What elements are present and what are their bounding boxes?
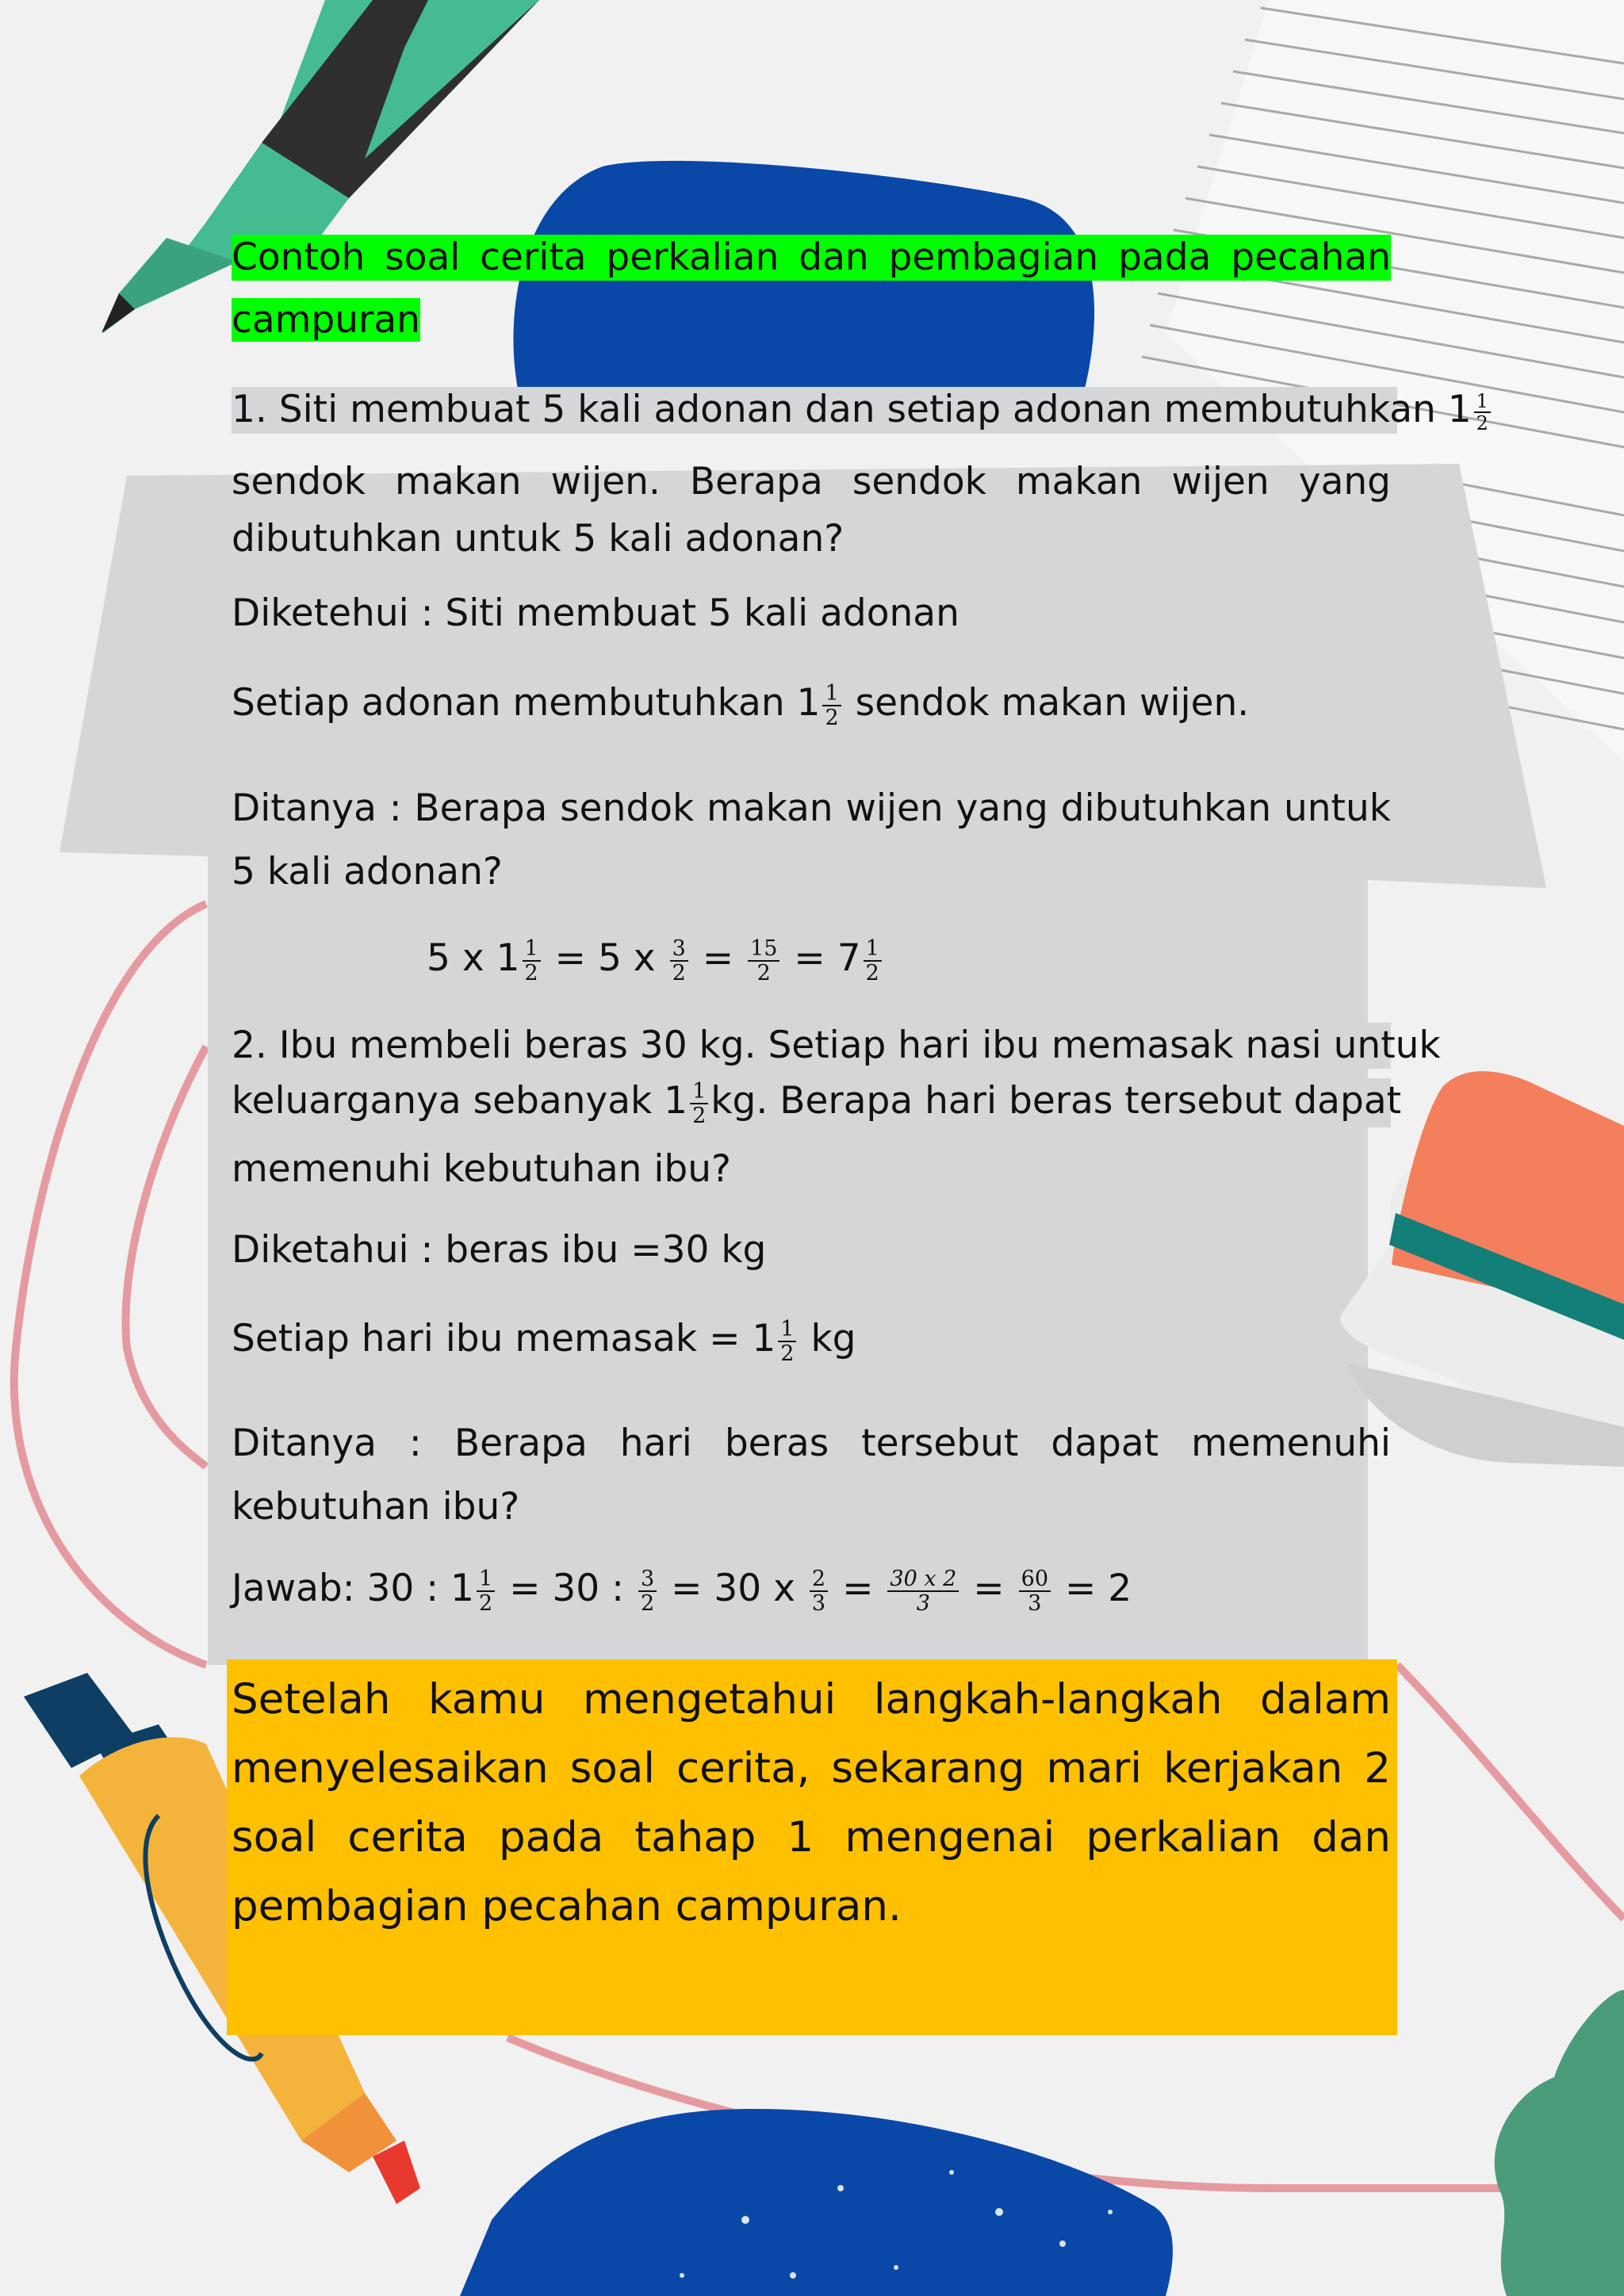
fraction-one-half: $\frac{1}{2}$ [690,1080,708,1127]
fraction-one-half: $\frac{1}{2}$ [1474,391,1491,434]
problem2-asked: Ditanya : Berapa hari beras tersebut dapat memenuhi kebutuhan ibu? [232,1422,1391,1529]
problem1-question-text: 1. Siti membuat 5 kali adonan dan setiap adonan membutuhkan 1 [232,388,1472,431]
problem1-question-rest: sendok makan wijen. Berapa sendok makan wijen yang dibutuhkan untuk 5 kali adonan? [232,460,1391,561]
fraction-one-half: $\frac{1}{2}$ [864,937,882,985]
problem2-question-line3: memenuhi kebutuhan ibu? [232,1147,732,1191]
problem1-known-1: Diketehui : Siti membuat 5 kali adonan [232,591,959,635]
problem2-question-line1: 2. Ibu membeli beras 30 kg. Setiap hari ibu memasak nasi untuk [232,1024,1441,1067]
fraction-three-halves: $\frac{3}{2}$ [638,1567,657,1615]
problem1-calculation: 5 x 1 $\frac{1}{2}$ = 5 x $\frac{3}{2}$ = $\frac{15}{2}$ = 7 $\frac{1}{2}$ [427,936,884,985]
pencil-icon [102,0,539,333]
problem1-question-line1 [232,387,1488,434]
problem1-asked: Ditanya : Berapa sendok makan wijen yang dibutuhkan untuk 5 kali adonan? [232,786,1391,894]
fraction-one-half: $\frac{1}{2}$ [822,682,841,729]
page-title-line-1 [232,235,1391,281]
fraction-one-half: $\frac{1}{2}$ [778,1318,796,1365]
blue-blob-icon [513,161,1094,412]
eraser-icon [1340,1071,1624,1467]
fraction-one-half: $\frac{1}{2}$ [477,1567,495,1615]
title-highlight-text: Contoh soal cerita perkalian dan pembagian pada pecahan [232,235,1391,279]
fraction-two-thirds: $\frac{2}{3}$ [810,1567,828,1615]
fraction-fifteen-halves: $\frac{15}{2}$ [748,937,779,985]
shrub-icon [1495,1990,1624,2296]
fraction-thirty-times-two-over-three: $\frac{30 x 2}{3}$ [887,1567,959,1615]
closing-instruction-text: Setelah kamu mengetahui langkah-langkah dalam menyelesaikan soal cerita, sekarang mari kerjakan 2 soal cerita pada tahap 1 mengenai perkalian dan pembagian pecahan campuran. [232,1675,1391,1931]
problem2-known-1: Diketahui : beras ibu =30 kg [232,1228,767,1272]
problem2-known-2: Setiap hari ibu memasak = 1 $\frac{1}{2}$ kg [232,1316,856,1366]
fraction-one-half: $\frac{1}{2}$ [523,937,541,985]
problem2-question-line2: keluarganya sebanyak 1 $\frac{1}{2}$ kg. Berapa hari beras tersebut dapat [232,1078,1402,1128]
fraction-three-halves: $\frac{3}{2}$ [670,937,688,985]
problem1-known-2: Setiap adonan membutuhkan 1 $\frac{1}{2}$ sendok makan wijen. [232,680,1250,730]
fraction-sixty-thirds: $\frac{60}{3}$ [1019,1567,1051,1615]
problem2-answer: Jawab: 30 : 1 $\frac{1}{2}$ = 30 : $\frac{3}{2}$ = 30 x $\frac{2}{3}$ = $\frac{30 x 2}{3}$ = $\frac{60}{3}$ = 2 [232,1566,1132,1616]
title-highlight-text-2: campuran [232,298,420,342]
page-title-line-2 [232,297,420,343]
